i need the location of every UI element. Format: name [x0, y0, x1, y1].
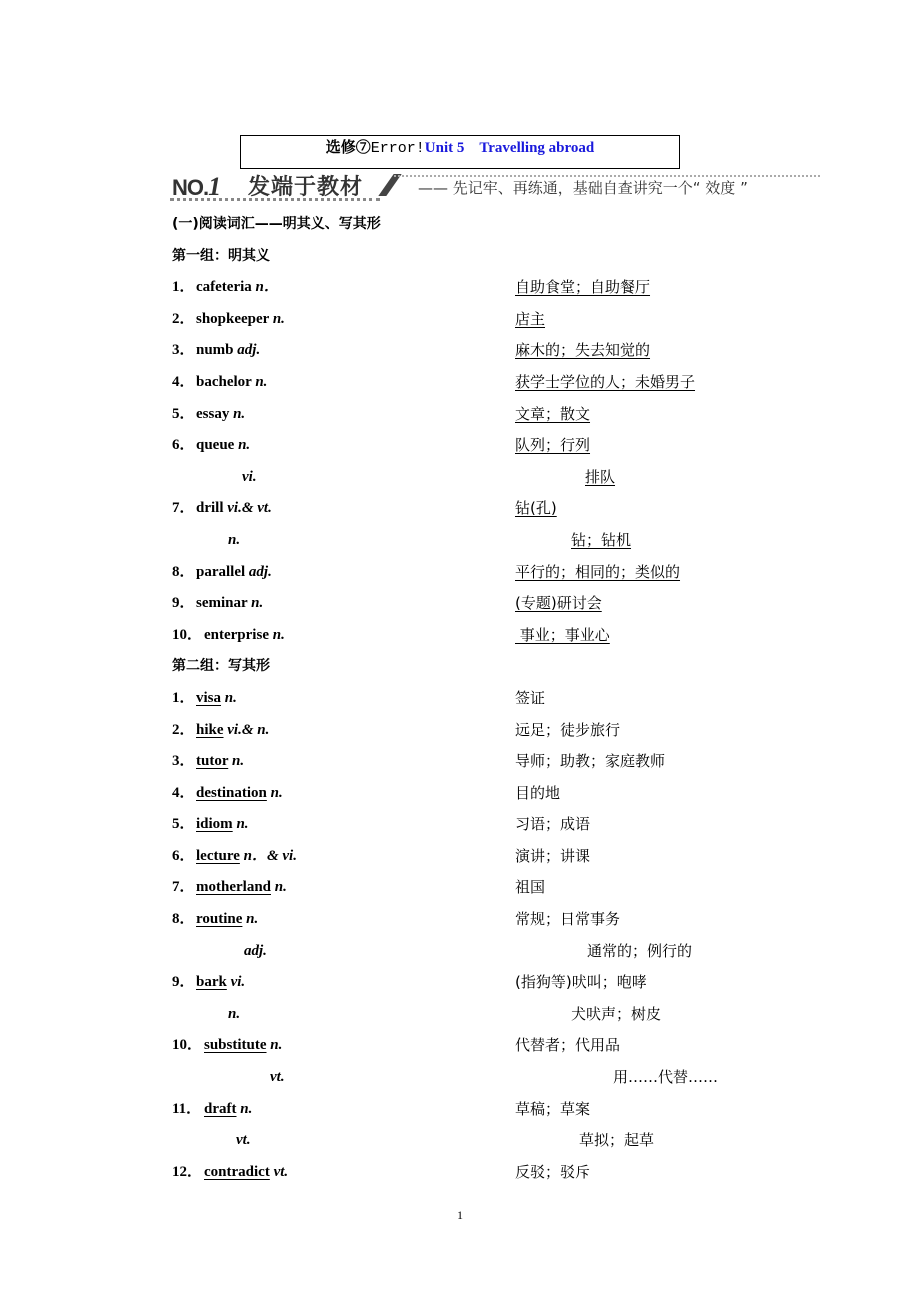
english-word: bachelor	[196, 373, 252, 390]
part-of-speech: n.	[251, 595, 264, 612]
english-word: visa	[196, 689, 222, 706]
vocab-content	[172, 212, 772, 1191]
item-number: 1．	[172, 689, 195, 706]
vocab-term	[172, 781, 515, 813]
chinese-meaning: (指狗等)吠叫；咆哮	[515, 973, 647, 992]
banner-num: 1	[208, 172, 221, 201]
chinese-meaning: 自助食堂；自助餐厅	[515, 278, 651, 297]
item-number: 10．	[172, 1037, 203, 1054]
english-word: queue	[196, 437, 235, 454]
chinese-meaning: 队列；行列	[515, 436, 591, 455]
vocab-term	[172, 338, 515, 370]
vocab-term	[172, 560, 515, 592]
vocab-row	[172, 433, 772, 465]
part-of-speech: n.	[270, 1037, 283, 1054]
part-of-speech: adj.	[237, 342, 261, 359]
vocab-term	[172, 875, 515, 907]
english-word: draft	[204, 1100, 237, 1117]
vocab-term	[172, 1002, 571, 1034]
part-of-speech: n.	[274, 879, 287, 896]
part-of-speech: adj.	[248, 563, 272, 580]
vocab-term	[172, 433, 515, 465]
chinese-meaning: 习语；成语	[515, 815, 591, 834]
chinese-meaning: 代替者；代用品	[515, 1036, 621, 1055]
title-box	[240, 135, 680, 169]
chinese-meaning: 草拟；起草	[579, 1131, 655, 1150]
vocab-row	[172, 812, 772, 844]
english-word: hike	[196, 721, 224, 738]
vocab-term	[172, 623, 515, 655]
part-of-speech: vt.	[273, 1163, 289, 1180]
chinese-meaning: (专题)研讨会	[515, 594, 602, 613]
vocab-row	[172, 781, 772, 813]
chinese-meaning: 目的地	[515, 783, 561, 802]
part-of-speech: n.	[272, 626, 285, 643]
vocab-row	[172, 1128, 772, 1160]
vocab-row	[172, 591, 772, 623]
banner-no: NO.	[172, 175, 209, 200]
vocab-row	[172, 623, 772, 655]
item-number: 8．	[172, 563, 195, 580]
item-number: 6．	[172, 437, 195, 454]
chinese-meaning: 反驳；驳斥	[515, 1162, 591, 1181]
chinese-meaning: 签证	[515, 688, 546, 707]
vocab-term	[172, 1033, 515, 1065]
item-number: 1．	[172, 279, 195, 296]
vocab-row	[172, 907, 772, 939]
dotted-divider	[394, 175, 820, 177]
vocab-term	[172, 1065, 613, 1097]
page-number: 1	[457, 1208, 463, 1222]
vocab-row	[172, 749, 772, 781]
group1-heading: 第一组：明其义	[172, 247, 270, 264]
vocab-row	[172, 875, 772, 907]
vocab-term	[172, 370, 515, 402]
vocab-row	[172, 1097, 772, 1129]
item-number: 11．	[172, 1100, 202, 1117]
vocab-term	[172, 686, 515, 718]
chinese-meaning: 祖国	[515, 878, 546, 897]
vocab-row	[172, 1002, 772, 1034]
chinese-meaning: 店主	[515, 309, 546, 328]
vocab-term	[172, 275, 515, 307]
vocab-row	[172, 1065, 772, 1097]
english-word: seminar	[196, 595, 248, 612]
vocab-row	[172, 844, 772, 876]
part-of-speech: n.	[236, 816, 249, 833]
part-of-speech: n.	[238, 437, 251, 454]
part-of-speech: vi.	[242, 468, 257, 485]
part-of-speech: vt.	[236, 1132, 251, 1149]
vocab-term	[172, 402, 515, 434]
item-number: 2．	[172, 310, 195, 327]
english-word: contradict	[204, 1163, 270, 1180]
chinese-meaning: 犬吠声；树皮	[571, 1004, 662, 1023]
part-of-speech: n．	[255, 279, 279, 296]
english-word: idiom	[196, 816, 233, 833]
vocab-term	[172, 718, 515, 750]
vocab-row	[172, 686, 772, 718]
part-of-speech: n.	[270, 784, 283, 801]
group2-heading: 第二组：写其形	[172, 658, 270, 675]
item-number: 5．	[172, 405, 195, 422]
item-number: 6．	[172, 847, 195, 864]
english-word: parallel	[196, 563, 246, 580]
section-heading: (一)阅读词汇——明其义、写其形	[172, 216, 381, 232]
slash-decoration	[378, 174, 401, 196]
vocab-term	[172, 528, 571, 560]
vocab-row	[172, 275, 772, 307]
item-number: 7．	[172, 500, 195, 517]
vocab-term	[172, 465, 585, 497]
vocab-row	[172, 465, 772, 497]
dotted-divider	[170, 198, 380, 201]
part-of-speech: n.	[255, 373, 268, 390]
part-of-speech: n.	[228, 531, 241, 548]
english-word: motherland	[196, 879, 271, 896]
english-word: drill	[196, 500, 224, 517]
english-word: essay	[196, 405, 230, 422]
part-of-speech: n.	[272, 310, 285, 327]
chinese-meaning: 通常的；例行的	[587, 941, 693, 960]
part-of-speech: n.	[231, 753, 245, 770]
item-number: 10．	[172, 626, 203, 643]
part-of-speech: vi.& vt.	[227, 500, 272, 517]
vocab-term	[172, 812, 515, 844]
vocab-row	[172, 496, 772, 528]
vocab-row	[172, 939, 772, 971]
item-number: 3．	[172, 753, 195, 770]
banner-heading: 发端于教材	[248, 175, 364, 200]
vocab-term	[172, 749, 515, 781]
chinese-meaning: 演讲；讲课	[515, 846, 591, 865]
chinese-meaning: 文章；散文	[515, 404, 591, 423]
title-error: Error!	[370, 140, 425, 157]
title-prefix: 选修⑦	[325, 140, 371, 156]
item-number: 9．	[172, 974, 195, 991]
chinese-meaning: 钻；钻机	[571, 530, 632, 549]
english-word: shopkeeper	[196, 310, 270, 327]
part-of-speech: n．& vi.	[243, 847, 297, 864]
title-topic: Travelling abroad	[479, 140, 595, 156]
chinese-meaning: 钻(孔)	[515, 499, 557, 518]
english-word: destination	[196, 784, 267, 801]
part-of-speech: vt.	[270, 1069, 285, 1086]
item-number: 4．	[172, 784, 195, 801]
item-number: 8．	[172, 911, 195, 928]
vocab-term	[172, 591, 515, 623]
vocab-row	[172, 718, 772, 750]
english-word: lecture	[196, 847, 240, 864]
english-word: bark	[196, 974, 227, 991]
vocab-row	[172, 970, 772, 1002]
item-number: 2．	[172, 721, 195, 738]
english-word: substitute	[204, 1037, 267, 1054]
part-of-speech: n.	[233, 405, 246, 422]
english-word: cafeteria	[196, 279, 252, 296]
title-unit: Unit 5	[424, 140, 465, 156]
vocab-term	[172, 939, 587, 971]
chinese-meaning: 获学士学位的人；未婚男子	[515, 372, 696, 391]
part-of-speech: adj.	[244, 942, 267, 959]
vocab-row	[172, 1160, 772, 1192]
vocab-term	[172, 1160, 515, 1192]
chinese-meaning: 远足；徒步旅行	[515, 720, 621, 739]
item-number: 4．	[172, 373, 195, 390]
item-number: 7．	[172, 879, 195, 896]
part-of-speech: n.	[240, 1100, 253, 1117]
item-number: 9．	[172, 595, 195, 612]
chinese-meaning: 事业；事业心	[515, 625, 610, 644]
vocab-row	[172, 402, 772, 434]
vocab-row	[172, 1033, 772, 1065]
item-number: 5．	[172, 816, 195, 833]
part-of-speech: vi.& n.	[227, 721, 270, 738]
vocab-row	[172, 370, 772, 402]
vocab-term	[172, 307, 515, 339]
vocab-term	[172, 1128, 579, 1160]
part-of-speech: n.	[246, 911, 259, 928]
english-word: tutor	[196, 753, 229, 770]
part-of-speech: n.	[228, 1005, 241, 1022]
part-of-speech: vi.	[230, 974, 246, 991]
chinese-meaning: 常规；日常事务	[515, 910, 621, 929]
chinese-meaning: 用……代替……	[613, 1068, 719, 1087]
vocab-term	[172, 970, 515, 1002]
english-word: enterprise	[204, 626, 269, 643]
banner-subtitle: —— 先记牢、再练通，基础自查讲究一个“ 效度 ”	[418, 179, 748, 197]
vocab-row	[172, 307, 772, 339]
chinese-meaning: 麻木的；失去知觉的	[515, 341, 651, 360]
english-word: routine	[196, 911, 243, 928]
vocab-term	[172, 844, 515, 876]
vocab-term	[172, 907, 515, 939]
vocab-row	[172, 528, 772, 560]
vocab-row	[172, 338, 772, 370]
english-word: numb	[196, 342, 234, 359]
section-banner	[170, 170, 820, 202]
part-of-speech: n.	[224, 689, 237, 706]
chinese-meaning: 导师；助教；家庭教师	[515, 752, 666, 771]
item-number: 12．	[172, 1163, 203, 1180]
item-number: 3．	[172, 342, 195, 359]
chinese-meaning: 平行的；相同的；类似的	[515, 562, 681, 581]
vocab-term	[172, 1097, 515, 1129]
chinese-meaning: 排队	[585, 467, 616, 486]
vocab-row	[172, 560, 772, 592]
chinese-meaning: 草稿；草案	[515, 1099, 591, 1118]
vocab-term	[172, 496, 515, 528]
